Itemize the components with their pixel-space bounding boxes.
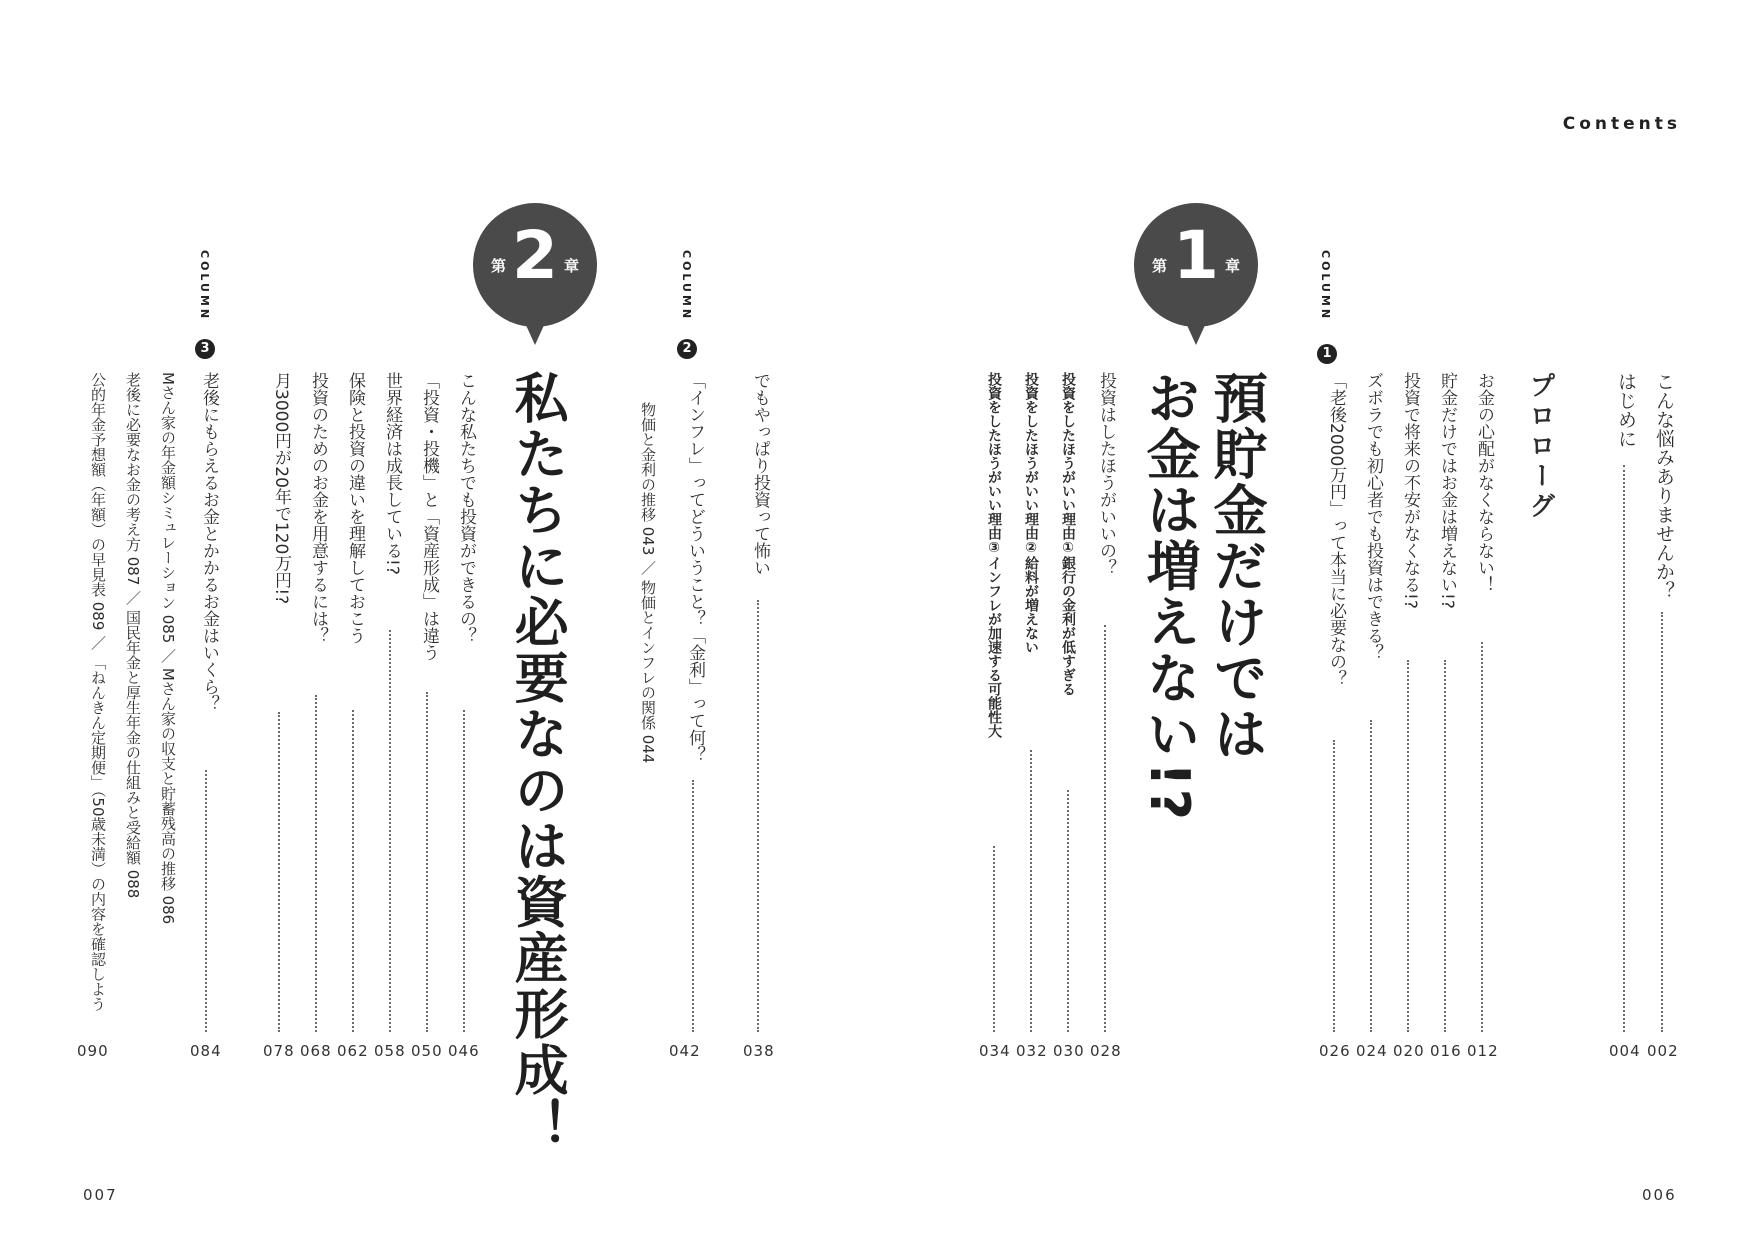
leader-dots [993, 846, 995, 1032]
toc-sub-entries[interactable]: 物価と金利の推移 043 ／ 物価とインフレの関係 044 [639, 402, 657, 764]
column-number-badge: 2 [677, 339, 697, 359]
toc-entry-title[interactable]: はじめに [1615, 372, 1637, 448]
page-number: 090 [77, 1042, 109, 1060]
chapter-title-line1: 預貯金だけでは [1205, 370, 1269, 762]
page-number: 004 [1609, 1042, 1641, 1060]
chapter-prefix: 第 [1152, 257, 1168, 275]
leader-dots [315, 695, 317, 1032]
page-number: 038 [743, 1042, 775, 1060]
toc-entry-title[interactable]: 投資のためのお金を用意するには？ [308, 372, 328, 644]
chapter-number: 2 [512, 217, 558, 294]
leader-dots [463, 710, 465, 1032]
leader-dots [352, 710, 354, 1032]
leader-dots [757, 600, 759, 1032]
page-folio-left: 007 [83, 1186, 118, 1204]
page-number: 032 [1016, 1042, 1048, 1060]
page-number: 058 [374, 1042, 406, 1060]
leader-dots [1623, 465, 1625, 1032]
prologue-heading: プロローグ [1525, 372, 1555, 522]
leader-dots [389, 630, 391, 1032]
toc-entry-title[interactable]: 「投資・投機」と「資産形成」は違う [419, 372, 439, 661]
page-number: 016 [1430, 1042, 1462, 1060]
toc-entry-title[interactable]: 投資をしたほうがいい理由①銀行の金利が低すぎる [1060, 372, 1076, 696]
toc-entry-title[interactable]: 投資で将来の不安がなくなる!? [1400, 372, 1420, 609]
page-number: 062 [337, 1042, 369, 1060]
toc-entry-title[interactable]: でもやっぱり投資って怖い [750, 372, 770, 576]
page-number: 068 [300, 1042, 332, 1060]
page-number: 078 [263, 1042, 295, 1060]
toc-entry-title[interactable]: 投資をしたほうがいい理由③インフレが加速する可能性大 [986, 372, 1002, 738]
toc-entry-title[interactable]: 世界経済は成長している!? [382, 372, 402, 575]
chapter-suffix: 章 [1224, 257, 1240, 275]
page-number: 030 [1053, 1042, 1085, 1060]
chapter-number: 1 [1173, 217, 1219, 294]
leader-dots [1481, 642, 1483, 1032]
chapter-badge [1134, 203, 1258, 327]
leader-dots [1661, 612, 1663, 1032]
chapter-title-line2: お金は増えない!? [1138, 370, 1202, 822]
leader-dots [278, 712, 280, 1032]
page-number: 024 [1356, 1042, 1388, 1060]
leader-dots [426, 692, 428, 1032]
toc-entry-title[interactable]: 月3000円が20年で120万円!? [271, 372, 291, 605]
column-label: COLUMN [198, 250, 211, 322]
toc-entry-title[interactable]: ズボラでも初心者でも投資はできる？ [1363, 372, 1383, 661]
column-label: COLUMN [1319, 250, 1332, 322]
column-number-badge: 1 [1317, 344, 1337, 364]
leader-dots [1104, 625, 1106, 1032]
page-number: 028 [1090, 1042, 1122, 1060]
page-number: 050 [411, 1042, 443, 1060]
page-folio-right: 006 [1642, 1186, 1677, 1204]
leader-dots [1333, 740, 1335, 1032]
page-number: 002 [1647, 1042, 1679, 1060]
toc-entry-title[interactable]: 「インフレ」ってどういうこと？「金利」って何？ [685, 372, 705, 763]
leader-dots [1067, 790, 1069, 1032]
toc-entry-title[interactable]: 投資はしたほうがいいの？ [1096, 372, 1116, 576]
toc-entry-title[interactable]: 投資をしたほうがいい理由②給料が増えない [1023, 372, 1039, 654]
toc-sub-entries[interactable]: Mさん家の年金額シミュレーション 085 ／ Mさん家の収支と貯蓄残高の推移 086 [159, 372, 177, 925]
page-number: 042 [669, 1042, 701, 1060]
page-number: 020 [1393, 1042, 1425, 1060]
toc-sub-entries[interactable]: 老後に必要なお金の考え方 087 ／ 国民年金と厚生年金の仕組みと受給額 088 [124, 372, 142, 899]
leader-dots [1444, 660, 1446, 1032]
toc-entry-title[interactable]: お金の心配がなくならない！ [1474, 372, 1494, 593]
toc-entry-title[interactable]: 「老後2000万円」って本当に必要なの？ [1326, 372, 1346, 688]
page-number: 012 [1467, 1042, 1499, 1060]
chapter-prefix: 第 [491, 257, 507, 275]
toc-entry-title[interactable]: 保険と投資の違いを理解しておこう [345, 372, 365, 644]
leader-dots [1407, 660, 1409, 1032]
contents-heading: Contents [1562, 114, 1681, 134]
chapter-title: 私たちに必要なのは資産形成！ [506, 370, 570, 1154]
leader-dots [205, 770, 207, 1032]
toc-entry-title[interactable]: 老後にもらえるお金とかかるお金はいくら？ [199, 372, 219, 712]
column-number-badge: 3 [195, 339, 215, 359]
leader-dots [1370, 720, 1372, 1032]
page-number: 026 [1319, 1042, 1351, 1060]
chapter-badge [473, 203, 597, 327]
toc-entry-title[interactable]: こんな悩みありませんか？ [1653, 372, 1675, 600]
page-number: 034 [979, 1042, 1011, 1060]
page-number: 084 [190, 1042, 222, 1060]
chapter-suffix: 章 [563, 257, 579, 275]
page-number: 046 [448, 1042, 480, 1060]
toc-sub-entries[interactable]: 公的年金予想額（年額）の早見表 089 ／ 「ねんきん定期便」（50歳未満）の内容を確認しよう [89, 372, 107, 1012]
column-label: COLUMN [680, 250, 693, 322]
toc-entry-title[interactable]: こんな私たちでも投資ができるの？ [456, 372, 476, 644]
leader-dots [692, 780, 694, 1032]
toc-entry-title[interactable]: 貯金だけではお金は増えない!? [1437, 372, 1457, 609]
leader-dots [1030, 750, 1032, 1032]
